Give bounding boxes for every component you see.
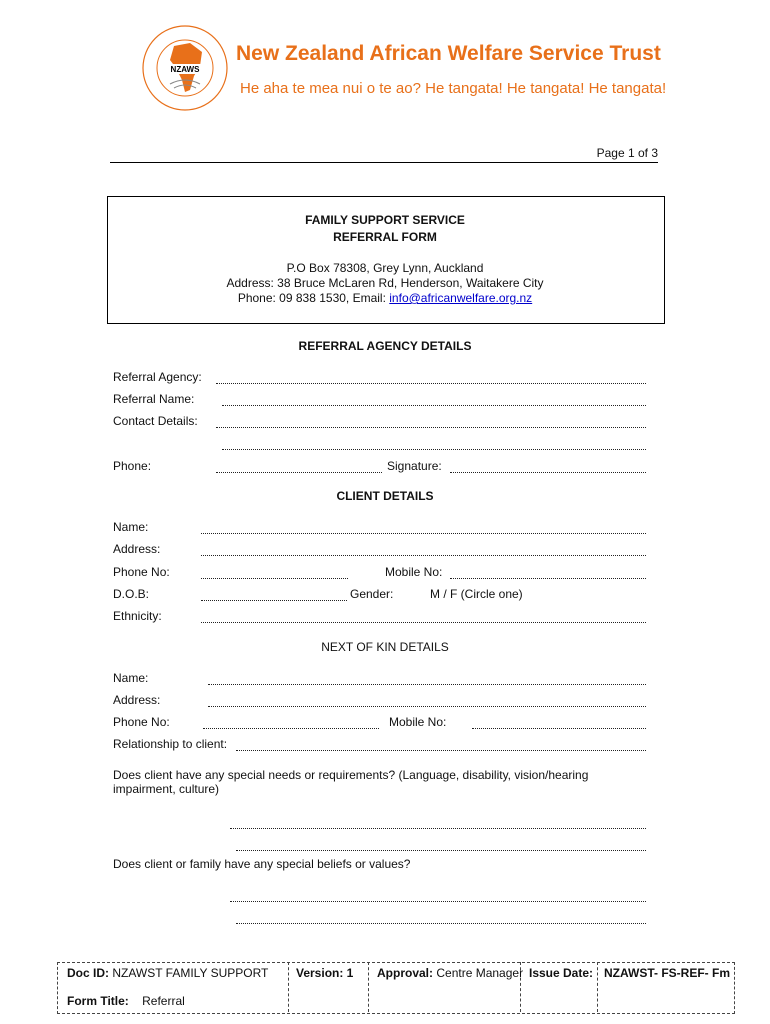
address-line2: Address: 38 Bruce McLaren Rd, Henderson, Waitakere City — [226, 276, 544, 290]
approval-label: Approval: — [377, 966, 434, 980]
label-client-dob: D.O.B: — [113, 587, 150, 601]
contact-line — [0, 291, 770, 305]
footer-version: Version: 1 — [296, 966, 354, 980]
field-client-ethnicity[interactable] — [201, 622, 646, 623]
form-title-line2: REFERRAL FORM — [333, 230, 437, 244]
label-kin-mobile: Mobile No: — [389, 715, 447, 729]
label-kin-address: Address: — [113, 693, 161, 707]
label-referral-name: Referral Name: — [113, 392, 195, 406]
field-signature[interactable] — [450, 472, 646, 473]
label-client-gender: Gender: — [350, 587, 394, 601]
label-kin-name: Name: — [113, 671, 149, 685]
field-contact-details-2[interactable] — [222, 449, 646, 450]
field-special-needs-1[interactable] — [230, 828, 646, 829]
label-client-name: Name: — [113, 520, 149, 534]
field-kin-phone[interactable] — [203, 728, 379, 729]
doc-id-value: NZAWST FAMILY SUPPORT — [112, 966, 269, 980]
form-title-value: Referral — [142, 994, 185, 1008]
field-referral-name[interactable] — [222, 405, 646, 406]
label-client-ethnicity: Ethnicity: — [113, 609, 162, 623]
org-tagline: He aha te mea nui o te ao? He tangata! He tangata! He tangata! — [240, 80, 667, 97]
question-special-needs-1: Does client have any special needs or requirements? (Language, disability, vision/hearing — [113, 768, 589, 782]
field-kin-mobile[interactable] — [472, 728, 646, 729]
org-name: New Zealand African Welfare Service Trust — [236, 42, 661, 65]
field-kin-name[interactable] — [208, 684, 646, 685]
section-heading-kin: NEXT OF KIN DETAILS — [321, 640, 449, 654]
field-referral-agency[interactable] — [216, 383, 646, 384]
label-kin-relationship: Relationship to client: — [113, 737, 228, 751]
doc-id-label: Doc ID: — [67, 966, 109, 980]
field-client-mobile[interactable] — [450, 578, 646, 579]
label-contact-details: Contact Details: — [113, 414, 198, 428]
field-special-needs-2[interactable] — [236, 850, 646, 851]
form-title-label: Form Title: — [67, 994, 129, 1008]
label-kin-phone: Phone No: — [113, 715, 170, 729]
label-signature: Signature: — [387, 459, 442, 473]
question-beliefs: Does client or family have any special beliefs or values? — [113, 857, 411, 871]
label-client-address: Address: — [113, 542, 161, 556]
label-client-phone: Phone No: — [113, 565, 170, 579]
section-heading-client: CLIENT DETAILS — [336, 489, 434, 503]
field-beliefs-2[interactable] — [236, 923, 646, 924]
address-line1: P.O Box 78308, Grey Lynn, Auckland — [286, 261, 484, 275]
footer-code: NZAWST- FS-REF- Fm — [604, 966, 730, 980]
gender-options[interactable]: M / F (Circle one) — [430, 587, 523, 601]
question-special-needs-2: impairment, culture) — [113, 782, 220, 796]
field-kin-relationship[interactable] — [236, 750, 646, 751]
footer-doc-id — [67, 966, 268, 980]
footer-divider — [288, 962, 289, 1012]
field-contact-details-1[interactable] — [216, 427, 646, 428]
field-referral-phone[interactable] — [216, 472, 382, 473]
footer-divider — [368, 962, 369, 1012]
approval-value: Centre Manager — [436, 966, 524, 980]
field-client-name[interactable] — [201, 533, 646, 534]
nzaws-logo — [140, 18, 230, 118]
label-client-mobile: Mobile No: — [385, 565, 443, 579]
page-number: Page 1 of 3 — [596, 146, 658, 160]
label-referral-phone: Phone: — [113, 459, 152, 473]
footer-approval — [377, 966, 523, 980]
field-client-phone[interactable] — [201, 578, 348, 579]
field-beliefs-1[interactable] — [230, 901, 646, 902]
footer-divider — [597, 962, 598, 1012]
field-client-address[interactable] — [201, 555, 646, 556]
field-client-dob[interactable] — [201, 600, 347, 601]
label-referral-agency: Referral Agency: — [113, 370, 202, 384]
form-title-line1: FAMILY SUPPORT SERVICE — [305, 213, 465, 227]
header-rule — [110, 162, 658, 163]
logo-text: NZAWS — [170, 65, 200, 74]
email-link[interactable]: info@africanwelfare.org.nz — [389, 291, 533, 305]
field-kin-address[interactable] — [208, 706, 646, 707]
footer-issue-date: Issue Date: — [529, 966, 594, 980]
footer-form-title — [67, 994, 185, 1008]
phone-text: Phone: 09 838 1530, Email: — [237, 291, 390, 305]
section-heading-referral: REFERRAL AGENCY DETAILS — [298, 339, 472, 353]
